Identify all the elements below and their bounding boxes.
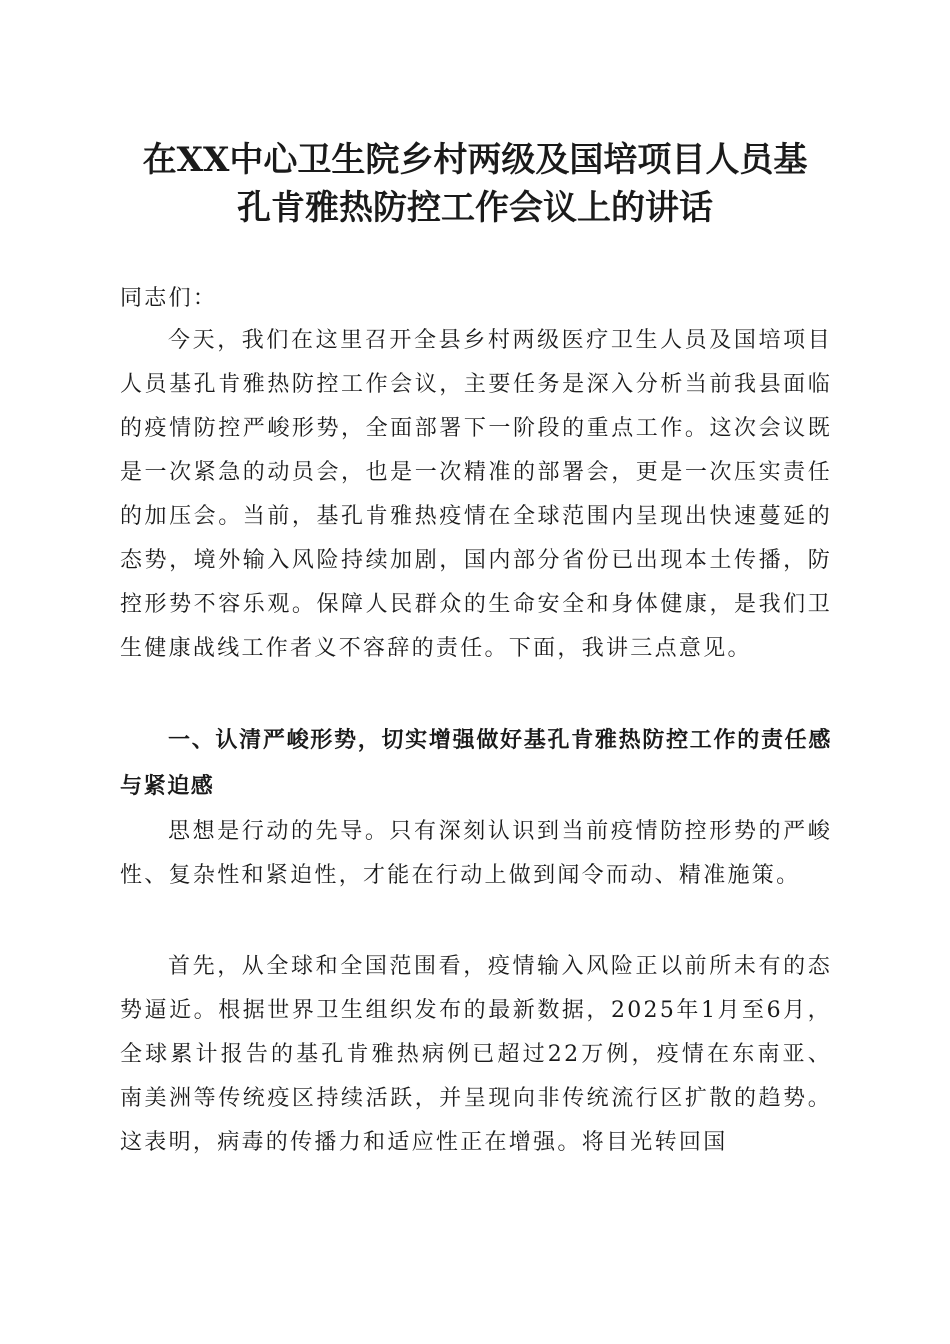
paragraph-intro: 今天，我们在这里召开全县乡村两级医疗卫生人员及国培项目人员基孔肯雅热防控工作会议，主要任务是深入分析当前我县面临的疫情防控严峻形势，全面部署下一阶段的重点工作。这次会议既是一次紧急的动员会，也是一次精准的部署会，更是一次压实责任的加压会。当前，基孔肯雅热疫情在全球范围内呈现出快速蔓延的态势，境外输入风险持续加剧，国内部分省份已出现本土传播，防控形势不容乐观。保障人民群众的生命安全和身体健康，是我们卫生健康战线工作者义不容辞的责任。下面，我讲三点意见。 (120, 328, 832, 661)
section-heading-1: 一、认清严峻形势，切实增强做好基孔肯雅热防控工作的责任感与紧迫感 (120, 728, 832, 799)
document-title-line-1: 在XX中心卫生院乡村两级及国培项目人员基 (142, 140, 808, 180)
paragraph-section1-first: 首先，从全球和全国范围看，疫情输入风险正以前所未有的态势逼近。根据世界卫生组织发布的最新数据，2025年1月至6月，全球累计报告的基孔肯雅热病例已超过22万例，疫情在东南亚、南美洲等传统疫区持续活跃，并呈现向非传统流行区扩散的趋势。这表明，病毒的传播力和适应性正在增强。将目光转回国 (120, 954, 832, 1155)
paragraph-section1-lead: 思想是行动的先导。只有深刻认识到当前疫情防控形势的严峻性、复杂性和紧迫性，才能在行动上做到闻令而动、精准施策。 (120, 819, 832, 888)
document-title-line-2: 孔肯雅热防控工作会议上的讲话 (237, 188, 713, 228)
greeting: 同志们： (120, 286, 218, 311)
